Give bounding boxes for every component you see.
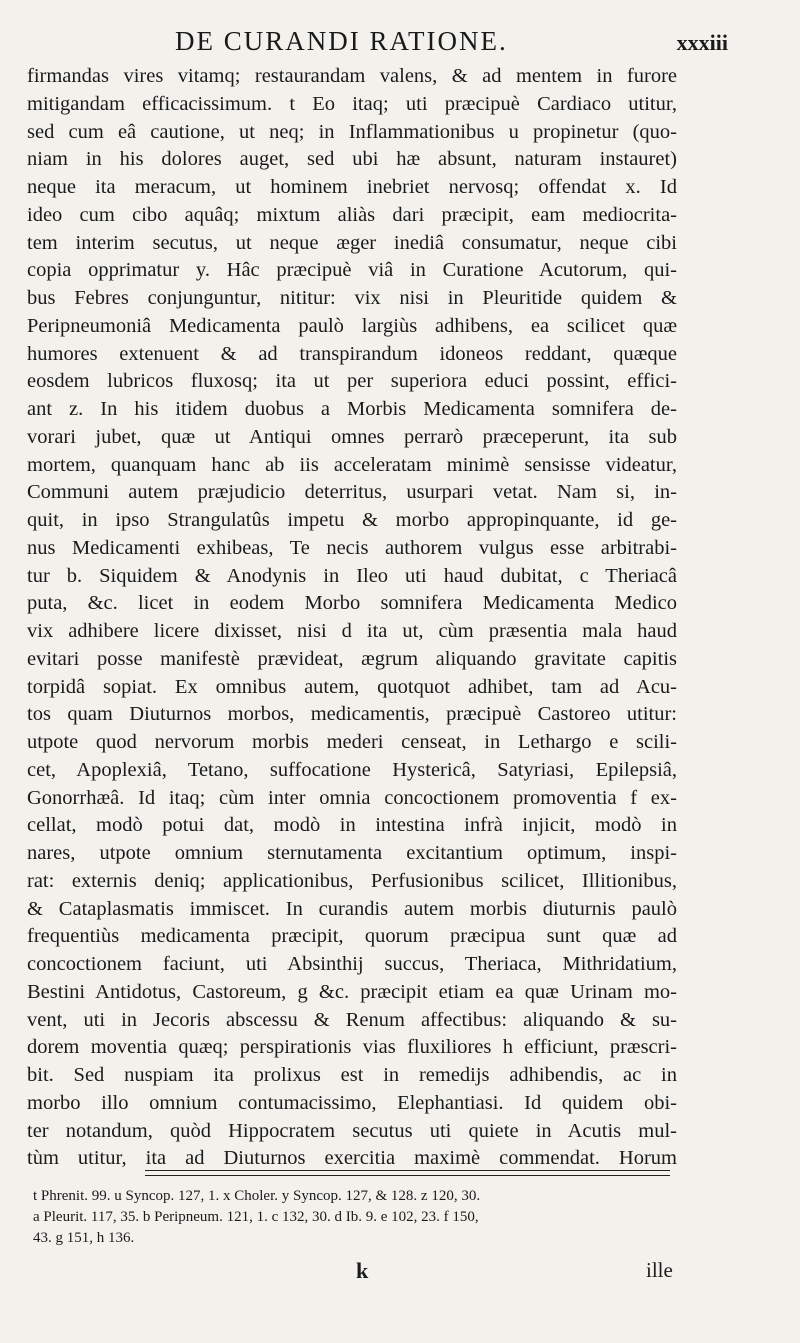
footnote-rule: [145, 1170, 670, 1180]
text-line: utpote quod nervorum morbis mederi censeat, in Lethargo e scili-: [27, 731, 677, 753]
text-line: mortem, quanquam hanc ab iis acceleratam minimè sensisse videatur,: [27, 453, 677, 476]
page-number: xxxiii: [676, 30, 728, 55]
text-line: bit. Sed nuspiam ita prolixus est in remedijs adhibendis, ac in: [27, 1064, 677, 1086]
text-line: nares, utpote omnium sternutamenta excitantium optimum, inspi-: [27, 842, 677, 864]
signature-mark: k: [356, 1258, 369, 1283]
text-line: ter notandum, quòd Hippocratem secutus uti quiete in Acutis mul-: [27, 1119, 677, 1142]
text-line: eosdem lubricos fluxosq; ita ut per superiora educi possint, effici-: [27, 370, 677, 393]
text-line: & Cataplasmatis immiscet. In curandis autem morbis diuturnis paulò: [27, 897, 677, 920]
text-line: sed cum eâ cautione, ut neq; in Inflammationibus u propinetur (quo-: [27, 120, 677, 143]
text-line: ideo cum cibo aquâq; mixtum aliàs dari præcipit, eam mediocrita-: [27, 203, 677, 226]
text-line: frequentiùs medicamenta præcipit, quorum præcipua sunt quæ ad: [27, 925, 677, 948]
text-line: vent, uti in Jecoris abscessu & Renum affectibus: aliquando & su-: [27, 1008, 677, 1031]
footnote-line: t Phrenit. 99. u Syncop. 127, 1. x Choler. y Syncop. 127, & 128. z 120, 30.: [33, 1188, 481, 1204]
text-line: tur b. Siquidem & Anodynis in Ileo uti haud dubitat, c Theriacâ: [27, 564, 677, 587]
text-line: vorari jubet, quæ ut Antiqui omnes perrarò præceperunt, ita sub: [27, 425, 677, 448]
text-line: puta, &c. licet in eodem Morbo somnifera Medicamenta Medico: [27, 592, 677, 615]
running-title: DE CURANDI RATIONE.: [175, 26, 508, 56]
text-line: Bestini Antidotus, Castoreum, g &c. præcipit etiam ea quæ Urinam mo-: [27, 980, 677, 1003]
footnotes: [33, 1186, 678, 1249]
text-line: nus Medicamenti exhibeas, Te necis authorem vulgus esse arbitrabi-: [27, 536, 677, 559]
text-line: concoctionem faciunt, uti Absinthij succus, Theriaca, Mithridatium,: [27, 953, 677, 975]
text-line: torpidâ sopiat. Ex omnibus autem, quotquot adhibet, tam ad Acu-: [27, 675, 677, 698]
body-text: [27, 63, 677, 1173]
footnote-line: 43. g 151, h 136.: [33, 1230, 135, 1246]
text-line: humores extenuent & ad transpirandum idoneos reddant, quæque: [27, 342, 677, 365]
text-line: Peripneumoniâ Medicamenta paulò largiùs adhibens, ea scilicet quæ: [27, 314, 677, 337]
text-line: morbo illo omnium contumacissimo, Elephantiasi. Id quidem obi-: [27, 1091, 677, 1114]
text-line: firmandas vires vitamq; restaurandam valens, & ad mentem in furore: [27, 65, 677, 87]
text-line: rat: externis deniq; applicationibus, Perfusionibus scilicet, Illitionibus,: [27, 869, 677, 892]
text-line: ant z. In his itidem duobus a Morbis Medicamenta somnifera de-: [27, 398, 677, 420]
text-line: evitari posse manifestè prævideat, ægrum aliquando gravitate capitis: [27, 647, 677, 670]
text-line: tos quam Diuturnos morbos, medicamentis, præcipuè Castoreo utitur:: [27, 703, 677, 726]
text-line: copia opprimatur y. Hâc præcipuè viâ in Curatione Acutorum, qui-: [27, 259, 677, 282]
text-line: niam in his dolores auget, sed ubi hæ absunt, naturam instauret): [27, 148, 677, 171]
rule-line: [145, 1170, 670, 1171]
text-line: dorem moventia quæq; perspirationis vias fluxiliores h efficiunt, præscri-: [27, 1036, 677, 1059]
page-header: [0, 24, 800, 60]
catchword: ille: [646, 1258, 673, 1282]
text-line: Gonorrhæâ. Id itaq; cùm inter omnia concoctionem promoventia f ex-: [27, 786, 677, 809]
text-line: quit, in ipso Strangulatûs impetu & morbo appropinquante, id ge-: [27, 509, 677, 531]
text-line: Communi autem præjudicio deterritus, usurpari vetat. Nam si, in-: [27, 481, 677, 504]
text-line: mitigandam efficacissimum. t Eo itaq; uti præcipuè Cardiaco utitur,: [27, 92, 677, 115]
text-line: bus Febres conjunguntur, nititur: vix nisi in Pleuritide quidem &: [27, 287, 677, 309]
text-line: cet, Apoplexiâ, Tetano, suffocatione Hystericâ, Satyriasi, Epilepsiâ,: [27, 758, 677, 781]
text-line: cellat, modò potui dat, modò in intestina infrà injicit, modò in: [27, 814, 677, 837]
text-line: vix adhibere licere dixisset, nisi d ita ut, cùm præsentia mala haud: [27, 620, 677, 642]
text-line: neque ita meracum, ut hominem inebriet nervosq; offendat x. Id: [27, 176, 677, 198]
text-line: tùm utitur, ita ad Diuturnos exercitia maximè commendat. Horum: [27, 1147, 677, 1170]
text-line: tem interim secutus, ut neque æger inediâ consumatur, neque cibi: [27, 231, 677, 254]
footnote-line: a Pleurit. 117, 35. b Peripneum. 121, 1. c 132, 30. d Ib. 9. e 102, 23. f 150,: [33, 1209, 479, 1225]
rule-line: [145, 1175, 670, 1176]
